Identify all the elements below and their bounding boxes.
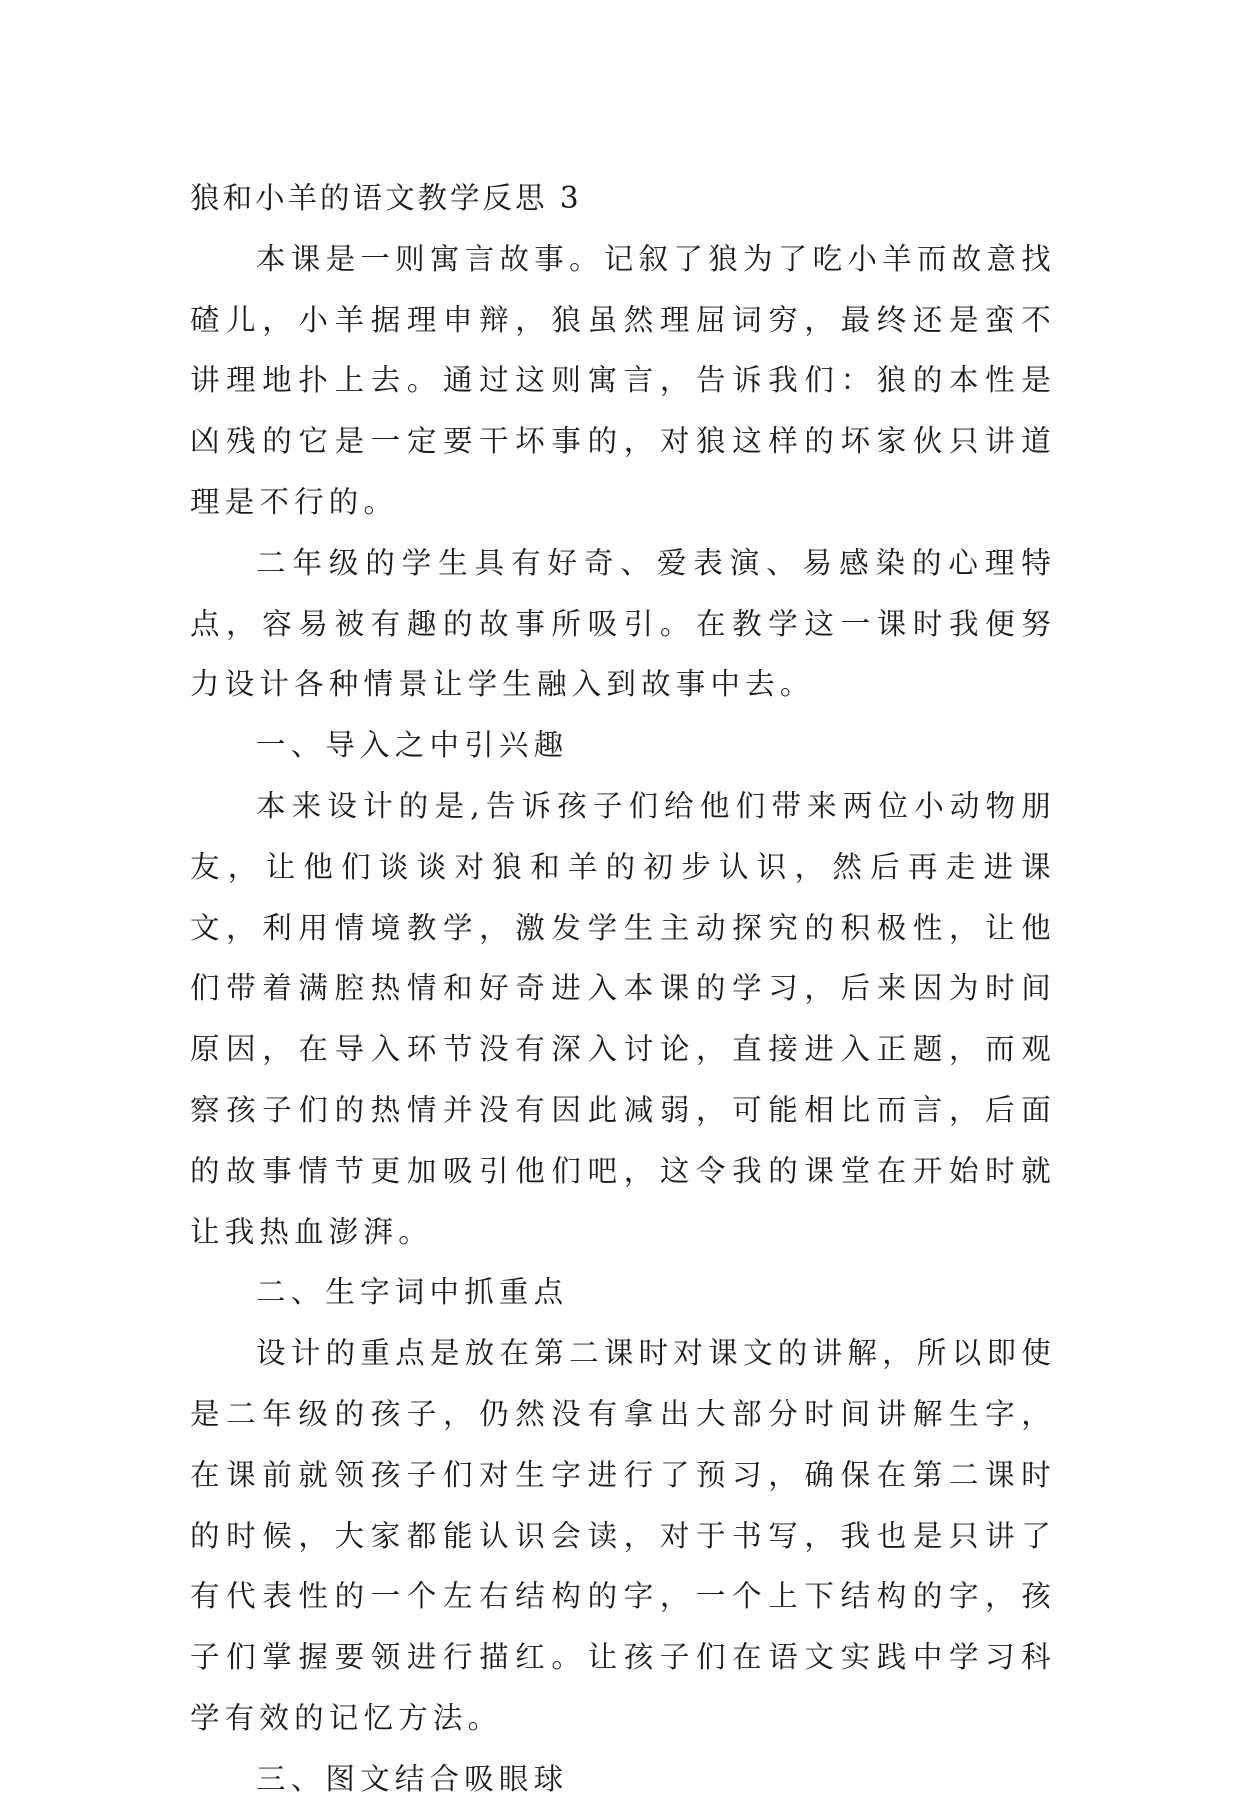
paragraph-vocabulary-focus: 设计的重点是放在第二课时对课文的讲解，所以即使是二年级的孩子，仍然没有拿出大部分时间讲解生字，在课前就领孩子们对生字进行了预习，确保在第二课时的时候，大家都能认识会读，对于书写，我也是只讲了有代表性的一个左右结构的字，一个上下结构的字，孩子们掌握要领进行描红。让孩子们在语文实践中学习科学有效的记忆方法。 bbox=[190, 1336, 1056, 1735]
section-heading-3: 三、图文结合吸眼球 bbox=[256, 1761, 569, 1796]
section-heading-2: 二、生字词中抓重点 bbox=[256, 1275, 569, 1310]
document-title: 狼和小羊的语文教学反思 3 bbox=[190, 181, 582, 215]
paragraph-student-traits: 二年级的学生具有好奇、爱表演、易感染的心理特点，容易被有趣的故事所吸引。在教学这一课时我便努力设计各种情景让学生融入到故事中去。 bbox=[190, 545, 1056, 702]
document-body bbox=[190, 168, 1056, 1810]
section-heading-1: 一、导入之中引兴趣 bbox=[256, 728, 569, 763]
paragraph-introduction-design: 本来设计的是,告诉孩子们给他们带来两位小动物朋友，让他们谈谈对狼和羊的初步认识，然后再走进课文，利用情境教学，激发学生主动探究的积极性，让他们带着满腔热情和好奇进入本课的学习，后来因为时间原因，在导入环节没有深入讨论，直接进入正题，而观察孩子们的热情并没有因此减弱，可能相比而言，后面的故事情节更加吸引他们吧，这令我的课堂在开始时就让我热血澎湃。 bbox=[190, 788, 1056, 1249]
paragraph-intro: 本课是一则寓言故事。记叙了狼为了吃小羊而故意找碴儿，小羊据理申辩，狼虽然理屈词穷，最终还是蛮不讲理地扑上去。通过这则寓言，告诉我们：狼的本性是凶残的它是一定要干坏事的，对狼这样的坏家伙只讲道理是不行的。 bbox=[190, 241, 1056, 519]
